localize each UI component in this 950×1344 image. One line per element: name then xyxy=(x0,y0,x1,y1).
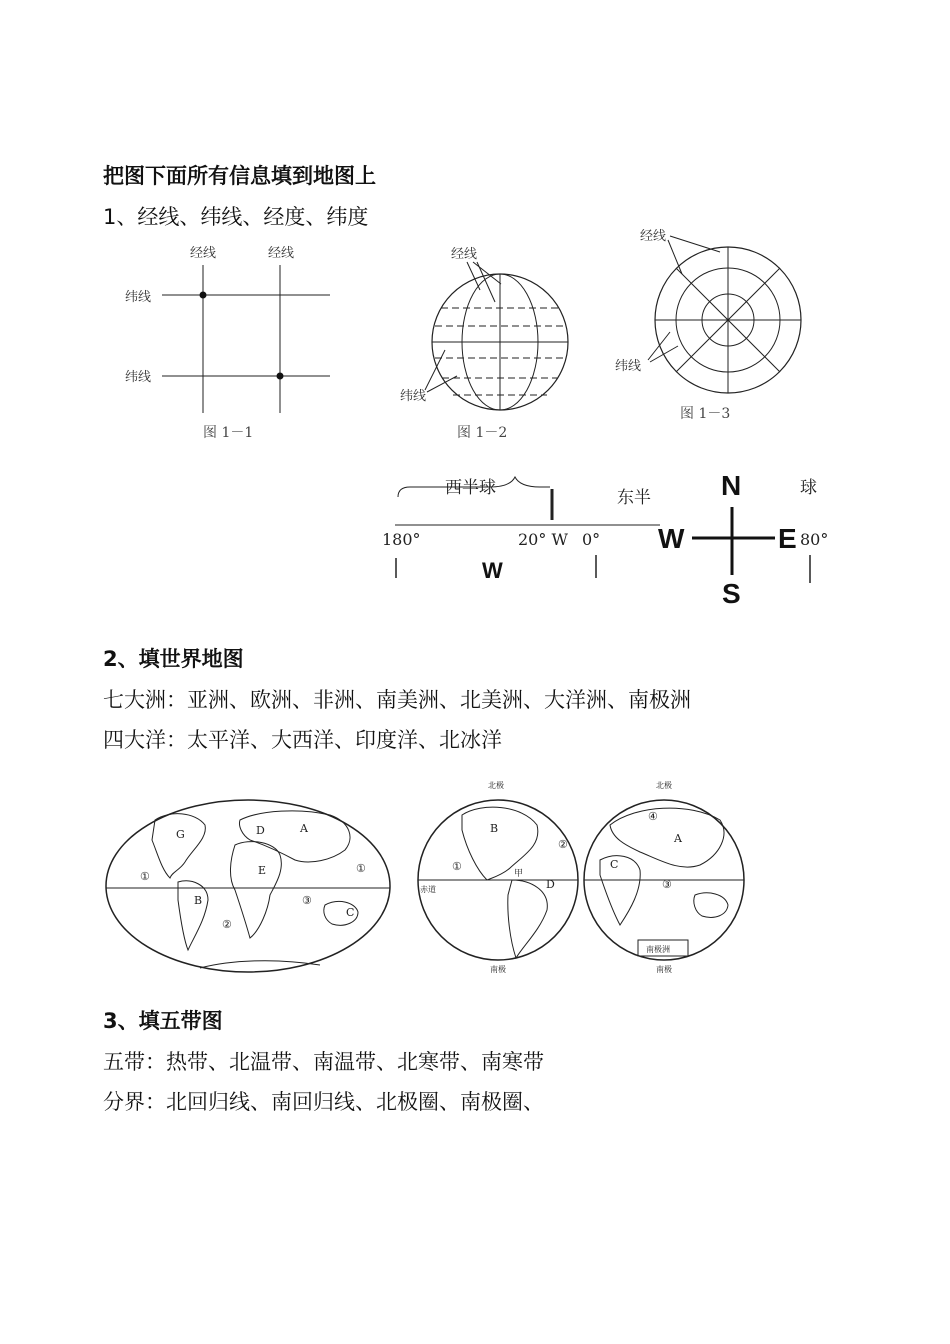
figure-1-2 xyxy=(395,240,580,445)
map1-label-3: ③ xyxy=(302,894,312,907)
map2-north-pole: 北极 xyxy=(488,781,504,790)
map2-label-d: D xyxy=(546,878,555,891)
map3-label-a: A xyxy=(674,832,682,845)
map2-label-1: ① xyxy=(452,860,462,873)
map2-south-pole: 南极 xyxy=(490,965,506,974)
fig2-caption: 图 1－2 xyxy=(457,425,508,441)
fig3-arrow-2 xyxy=(668,240,682,274)
fig2-meridian-label: 经线 xyxy=(451,247,478,262)
map2-equator-label: 赤道 xyxy=(420,885,436,894)
fig2-arrow-3 xyxy=(477,262,495,302)
compass-n: N xyxy=(721,470,742,501)
page-heading: 把图下面所有信息填到地图上 xyxy=(103,164,376,188)
fig1-top-label-1: 经线 xyxy=(190,246,217,261)
map3-south-pole: 南极 xyxy=(656,965,672,974)
map1-label-c: C xyxy=(346,906,355,919)
figure-1-3 xyxy=(610,222,810,427)
oceans-line: 四大洋：太平洋、大西洋、印度洋、北冰洋 xyxy=(103,728,502,752)
compass-w: W xyxy=(658,523,685,554)
tick-180: 180° xyxy=(382,530,421,549)
fig3-parallel-label: 纬线 xyxy=(615,359,642,374)
fig3-arrow-4 xyxy=(650,346,678,362)
map1-label-b: B xyxy=(194,894,203,907)
fig2-arrow-2 xyxy=(473,262,501,284)
map1-label-g: G xyxy=(176,828,185,841)
world-map-ellipse xyxy=(100,790,400,980)
tick-180-east: 80° xyxy=(800,530,829,549)
tick-0: 0° xyxy=(582,530,601,549)
compass-s: S xyxy=(722,578,741,609)
hemisphere-diagram xyxy=(370,465,840,615)
map2-label-b: B xyxy=(490,822,499,835)
map3-label-3: ③ xyxy=(662,878,672,891)
fig1-left-label-2: 纬线 xyxy=(125,370,152,385)
fig1-point-1 xyxy=(200,292,207,299)
compass-e: E xyxy=(778,523,797,554)
fig1-left-label-1: 纬线 xyxy=(125,290,152,305)
fig3-meridian-label: 经线 xyxy=(640,229,667,244)
map-outline xyxy=(106,800,390,972)
west-hemisphere-label: 西半球 xyxy=(445,478,496,498)
fig1-top-label-2: 经线 xyxy=(268,246,295,261)
zones-line: 五带：热带、北温带、南温带、北寒带、南寒带 xyxy=(103,1050,544,1074)
fig3-arrow-1 xyxy=(670,236,720,252)
map3-label-4: ④ xyxy=(648,810,658,823)
tick-20w: 20° W xyxy=(518,530,568,549)
boundaries-line: 分界：北回归线、南回归线、北极圈、南极圈、 xyxy=(103,1090,544,1114)
east-hemisphere-label-tail: 球 xyxy=(800,478,817,498)
map3-north-pole: 北极 xyxy=(656,781,672,790)
fig2-parallel-label: 纬线 xyxy=(400,389,427,404)
map3-antarctica: 南极洲 xyxy=(646,945,670,954)
figure-1-1 xyxy=(110,235,350,450)
fig1-caption: 图 1－1 xyxy=(203,425,254,441)
eastern-hemisphere-map xyxy=(580,780,755,980)
fig1-point-2 xyxy=(277,373,284,380)
map1-label-a: A xyxy=(300,822,308,835)
section1-title: 1、经线、纬线、经度、纬度 xyxy=(103,205,369,229)
section2-title: 2、填世界地图 xyxy=(103,647,244,671)
map1-label-d: D xyxy=(256,824,265,837)
map1-label-e: E xyxy=(258,864,267,877)
continents-line: 七大洲：亚洲、欧洲、非洲、南美洲、北美洲、大洋洲、南极洲 xyxy=(103,688,691,712)
section3-title: 3、填五带图 xyxy=(103,1009,223,1033)
fig3-caption: 图 1－3 xyxy=(680,406,731,422)
map1-label-1-west: ① xyxy=(140,870,150,883)
map2-label-2: ② xyxy=(558,838,568,851)
west-letter: W xyxy=(482,558,503,583)
east-hemisphere-label: 东半 xyxy=(617,488,651,508)
map2-label-jia: 甲 xyxy=(514,869,524,879)
map1-label-2: ② xyxy=(222,918,232,931)
map3-label-c: C xyxy=(610,858,619,871)
fig3-arrow-3 xyxy=(648,332,670,360)
map1-label-1-east: ① xyxy=(356,862,366,875)
western-hemisphere-map xyxy=(412,780,587,980)
